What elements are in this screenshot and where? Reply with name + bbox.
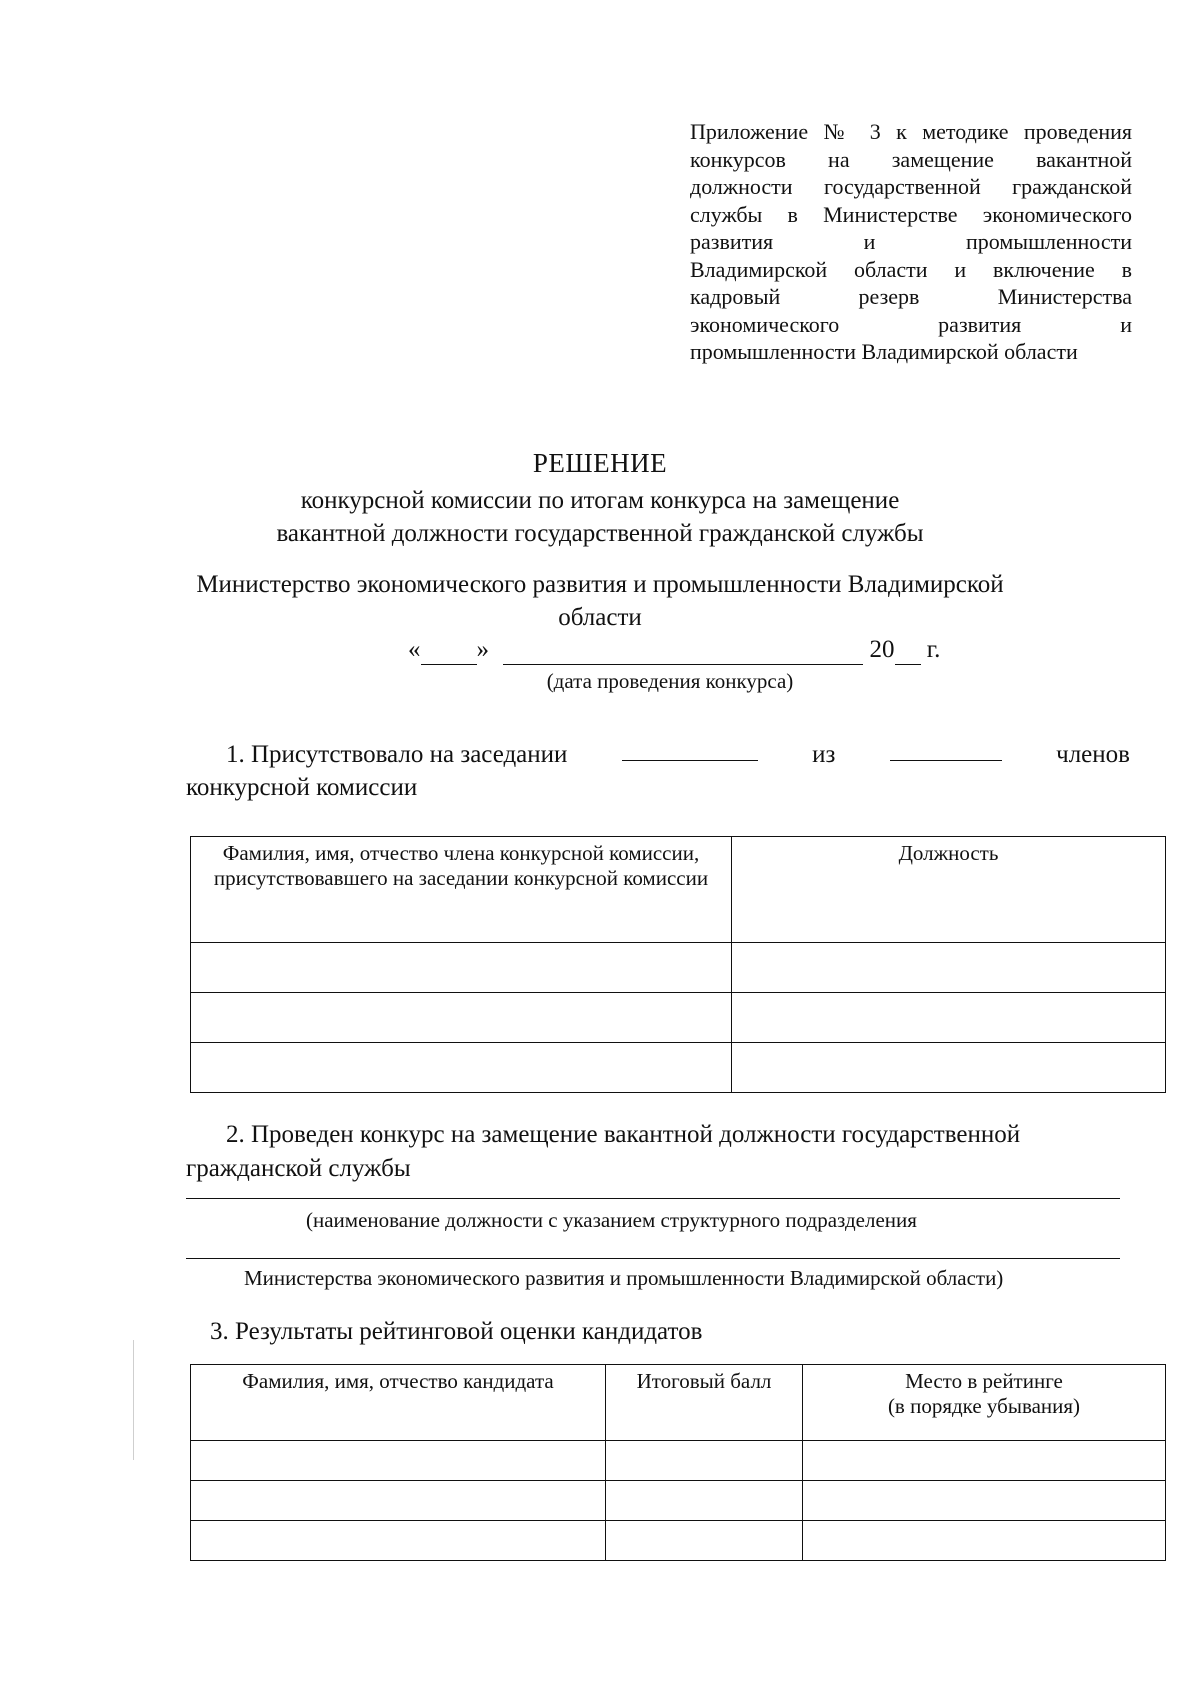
table-row [191,1521,1166,1561]
table-cell[interactable] [191,1043,732,1093]
candidate-rating-table [190,1364,1166,1561]
table-cell[interactable] [191,943,732,993]
appendix-line: должности государственной гражданской [690,174,1132,199]
ministry-line-1: Министерство экономического развития и промышленности Владимирской [196,571,1004,598]
header-line: (в порядке убывания) [887,1394,1081,1418]
appendix-line: конкурсов на замещение вакантной [690,146,1132,172]
table-cell[interactable] [803,1441,1166,1481]
present-count-blank[interactable] [622,738,758,761]
table-cell[interactable] [606,1481,803,1521]
table-header [803,1365,1166,1441]
section-3-heading: 3. Результаты рейтинговой оценки кандидатов [210,1318,703,1345]
table-cell[interactable] [606,1521,803,1561]
table-row [191,1441,1166,1481]
word-of: из [812,741,836,768]
section-1 [186,738,1130,804]
appendix-line: Владимирской области и включение в [690,256,1132,282]
section-2-line-1: 2. Проведен конкурс на замещение вакантной должности государственной [226,1121,1021,1148]
open-quote: « [408,636,421,663]
position-name-line[interactable] [186,1198,1120,1199]
year-blank[interactable] [895,636,921,665]
table-cell[interactable] [732,993,1166,1043]
section-2 [186,1118,1130,1186]
year-prefix: 20 [869,636,895,663]
margin-mark [133,1340,134,1460]
document-title: РЕШЕНИЕ [532,448,668,478]
table-header: Итоговый балл [606,1365,803,1441]
month-blank[interactable] [503,636,863,665]
date-caption: (дата проведения конкурса) [546,669,794,693]
appendix-line: развития и промышленности [690,229,1132,254]
day-blank[interactable] [421,636,477,665]
section-1-line-2: конкурсной комиссии [186,774,418,801]
table-header: Фамилия, имя, отчество члена конкурсной комиссии, присутствовавшего на заседании конкурсной комиссии [191,837,732,943]
close-quote: » [476,636,489,663]
document-subtitle [0,484,1200,550]
table-header: Фамилия, имя, отчество кандидата [191,1365,606,1441]
section-1-prefix: 1. Присутствовало на заседании [226,741,568,768]
section-2-line-2: гражданской службы [186,1155,411,1182]
date-line [408,636,940,665]
word-members: членов [1056,741,1130,768]
table-row [191,943,1166,993]
table-cell[interactable] [732,1043,1166,1093]
table-cell[interactable] [191,1521,606,1561]
table-row [191,1043,1166,1093]
commission-members-table [190,836,1166,1093]
table-header: Должность [732,837,1166,943]
table-row [191,993,1166,1043]
header-line: Место в рейтинге [905,1369,1063,1393]
position-caption-1: (наименование должности с указанием структурного подразделения [306,1208,917,1232]
appendix-line: промышленности Владимирской области [690,339,1078,364]
table-cell[interactable] [191,1481,606,1521]
appendix-line: службы в Министерстве экономического [690,201,1132,227]
table-cell[interactable] [191,993,732,1043]
ministry-name [0,568,1200,634]
appendix-note [690,118,1132,366]
table-cell[interactable] [191,1441,606,1481]
table-row [191,1481,1166,1521]
year-suffix: г. [926,636,941,663]
appendix-line: кадровый резерв Министерства [690,284,1132,309]
table-cell[interactable] [606,1441,803,1481]
ministry-line-2: области [558,604,642,631]
table-cell[interactable] [803,1521,1166,1561]
appendix-line: Приложение № 3 к методике проведения [690,119,1132,144]
table-cell[interactable] [732,943,1166,993]
total-count-blank[interactable] [890,738,1002,761]
division-name-line[interactable] [186,1258,1120,1259]
table-cell[interactable] [803,1481,1166,1521]
subtitle-line-1: конкурсной комиссии по итогам конкурса на замещение [300,487,900,514]
subtitle-line-2: вакантной должности государственной гражданской службы [276,520,924,547]
position-caption-2: Министерства экономического развития и промышленности Владимирской области) [244,1266,1004,1290]
appendix-line: экономического развития и [690,311,1132,337]
